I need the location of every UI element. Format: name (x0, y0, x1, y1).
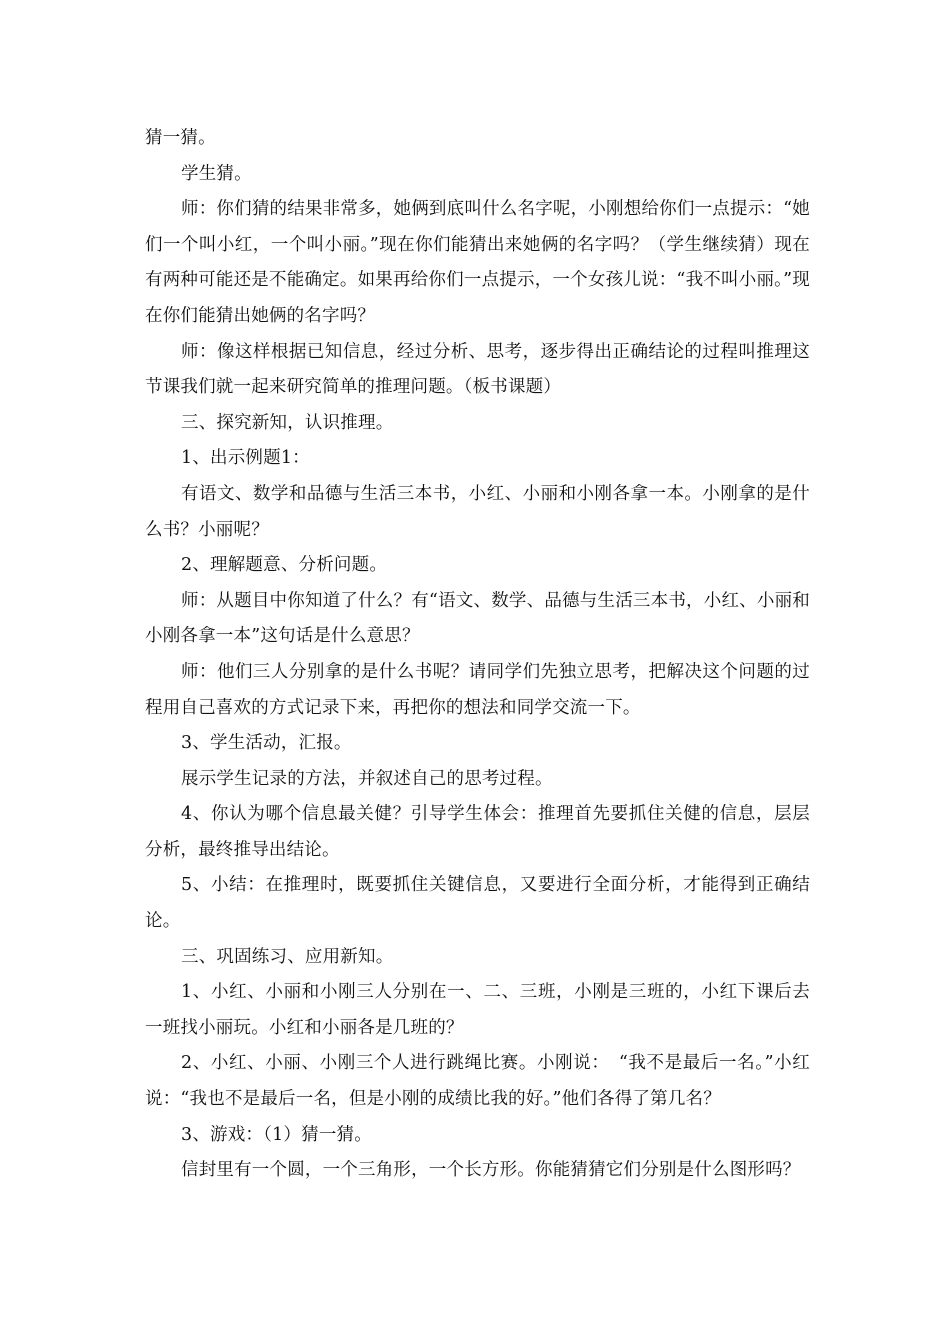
section-heading-explore: 三、探究新知，认识推理。 (181, 412, 394, 433)
section-heading-practice: 三、巩固练习、应用新知。 (181, 946, 394, 967)
paragraph-2: 学生猜。 (181, 163, 252, 184)
paragraph-10: 师：他们三人分别拿的是什么书呢？请同学们先独立思考，把解决这个问题的过程用自己喜欢的方式记录下来，再把你的想法和同学交流一下。 (145, 661, 810, 718)
document-body (145, 121, 810, 1189)
paragraph-1: 猜一猜。 (145, 128, 216, 148)
paragraph-11: 3、学生活动，汇报。 (181, 733, 352, 754)
paragraph-6: 1、出示例题1： (181, 448, 310, 469)
paragraph-7: 有语文、数学和品德与生活三本书，小红、小丽和小刚各拿一本。小刚拿的是什么书？小丽呢？ (145, 483, 810, 540)
paragraph-12: 展示学生记录的方法，并叙述自己的思考过程。 (181, 768, 553, 789)
paragraph-8: 2、理解题意、分析问题。 (181, 555, 388, 576)
paragraph-9: 师：从题目中你知道了什么？有“语文、数学、品德与生活三本书，小红、小丽和小刚各拿一本”这句话是什么意思？ (145, 590, 810, 647)
paragraph-13: 4、你认为哪个信息最关健？引导学生体会：推理首先要抓住关健的信息，层层分析，最终推导出结论。 (145, 804, 810, 860)
paragraph-3: 师：你们猜的结果非常多，她俩到底叫什么名字呢，小刚想给你们一点提示：“她们一个叫小红，一个叫小丽。”现在你们能猜出来她俩的名字吗？（学生继续猜）现在有两种可能还是不能确定。如果再给你们一点提示，一个女孩儿说：“我不叫小丽。”现在你们能猜出她俩的名字吗？ (145, 199, 810, 326)
paragraph-4: 师：像这样根据已知信息，经过分析、思考，逐步得出正确结论的过程叫推理这节课我们就一起来研究简单的推理问题。（板书课题） (145, 341, 810, 398)
paragraph-17: 2、小红、小丽、小刚三个人进行跳绳比赛。小刚说： “我不是最后一名。”小红说：“我也不是最后一名，但是小刚的成绩比我的好。”他们各得了第几名？ (145, 1053, 810, 1110)
paragraph-18: 3、游戏：（1）猜一猜。 (181, 1124, 372, 1145)
paragraph-19: 信封里有一个圆，一个三角形，一个长方形。你能猜猜它们分别是什么图形吗？ (181, 1160, 801, 1181)
paragraph-14: 5、小结：在推理时，既要抓住关键信息，又要进行全面分析，才能得到正确结论。 (145, 875, 810, 932)
paragraph-16: 1、小红、小丽和小刚三人分别在一、二、三班，小刚是三班的，小红下课后去一班找小丽玩。小红和小丽各是几班的？ (145, 982, 810, 1038)
